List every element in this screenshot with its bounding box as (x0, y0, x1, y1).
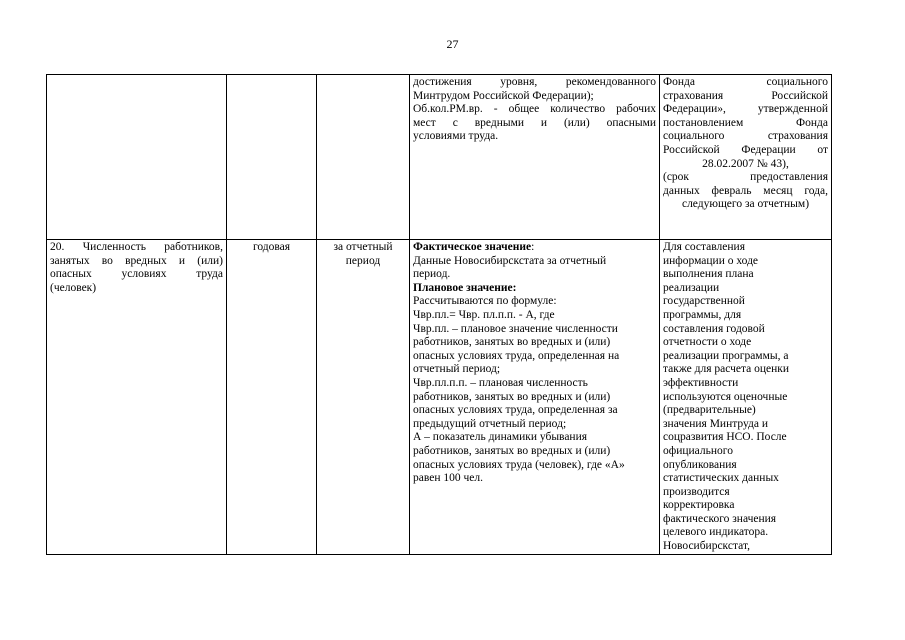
text-line: корректировка (663, 499, 735, 512)
periodicity-cell-empty (227, 75, 317, 240)
text-line: опасных условиях труда (человек), где «А» (413, 458, 625, 471)
indicator-cell-empty (47, 75, 227, 240)
text-line: 28.02.2007 № 43), (702, 157, 789, 170)
text-line: Новосибирскстат, (663, 540, 750, 553)
actual-value-heading-line (413, 241, 656, 255)
text-line: опубликования (663, 458, 737, 471)
period-cell (317, 240, 410, 555)
text-line: А – показатель динамики убывания (413, 431, 588, 444)
text-line: условиями труда. (413, 130, 499, 143)
text-line: используются оценочные (663, 390, 788, 403)
text-line: производится (663, 485, 730, 498)
text-line: Для составления (663, 241, 745, 253)
text-line: 20. Численность работников, (50, 241, 223, 253)
text-line: (срок предоставления (663, 171, 828, 184)
text-line: Чвр.пл.п.п. – плановая численность (413, 376, 588, 389)
text-line: соцразвития НСО. После (663, 431, 787, 444)
text-line: также для расчета оценки (663, 363, 790, 376)
text-line: отчетности о ходе (663, 336, 752, 349)
table-row (47, 240, 832, 555)
text-line: информации о ходе (663, 254, 759, 267)
planned-value-heading: Плановое значение: (413, 281, 517, 294)
text-line: Данные Новосибирскстата за отчетный (413, 254, 607, 267)
text-line: значения Минтруда и (663, 417, 769, 430)
text-line: опасных условиях труда (50, 268, 223, 281)
text-line: период. (413, 268, 451, 281)
table-row (47, 75, 832, 240)
text-line: Рассчитываются по формуле: (413, 295, 557, 308)
text-line: равен 100 чел. (413, 472, 483, 485)
text-line: Федерации», утвержденной (663, 103, 828, 116)
indicator-cell (47, 240, 227, 555)
text-line: мест с вредными и (или) опасными (413, 116, 656, 129)
page-number: 27 (446, 37, 459, 51)
text-line: Фонда социального (663, 76, 828, 88)
text-line: Минтрудом Российской Федерации); (413, 89, 594, 102)
text-line: предыдущий отчетный период; (413, 417, 567, 430)
formula-line: Чвр.пл.= Чвр. пл.п.п. - А, где (413, 308, 555, 321)
method-cell (410, 240, 660, 555)
text-line: работников, занятых во вредных и (или) (413, 390, 611, 403)
notes-cell (660, 75, 832, 240)
text-line: годовая (252, 241, 291, 253)
text-line: следующего за отчетным) (681, 198, 810, 211)
actual-value-heading: Фактическое значение (413, 241, 532, 253)
text-line: выполнения плана (663, 268, 754, 281)
text-line: занятых во вредных и (или) (50, 254, 223, 267)
text-line: (человек) (50, 281, 97, 294)
text-line: Об.кол.РМ.вр. - общее количество рабочих (413, 103, 656, 116)
text-line: за отчетный (333, 241, 393, 253)
text-line: государственной (663, 295, 745, 308)
text-line: опасных условиях труда, определенная на (413, 349, 620, 362)
text-line: реализации программы, а (663, 349, 789, 362)
periodicity-cell (227, 240, 317, 555)
text-line: работников, занятых во вредных и (или) (413, 336, 611, 349)
text-line: фактического значения (663, 512, 777, 525)
text-line: реализации (663, 281, 720, 294)
method-cell (410, 75, 660, 240)
heading-colon: : (531, 241, 535, 253)
text-line: статистических данных (663, 472, 779, 485)
text-line: официального (663, 444, 733, 457)
period-cell-empty (317, 75, 410, 240)
text-line: период (345, 254, 381, 267)
text-line: отчетный период; (413, 363, 501, 376)
text-line: данных февраль месяц года, (663, 184, 828, 197)
text-line: Чвр.пл. – плановое значение численности (413, 322, 618, 335)
text-line: постановлением Фонда (663, 116, 828, 129)
text-line: достижения уровня, рекомендованного (413, 76, 656, 88)
text-line: страхования Российской (663, 89, 828, 102)
text-line: эффективности (663, 376, 739, 389)
text-line: (предварительные) (663, 404, 756, 417)
text-line: работников, занятых во вредных и (или) (413, 444, 611, 457)
text-line: программы, для (663, 308, 742, 321)
text-line: Российской Федерации от (663, 143, 828, 156)
text-line: социального страхования (663, 130, 828, 143)
text-line: целевого индикатора. (663, 526, 769, 539)
text-line: опасных условиях труда, определенная за (413, 404, 618, 417)
indicators-table (46, 74, 832, 555)
notes-cell (660, 240, 832, 555)
text-line: составления годовой (663, 322, 765, 335)
